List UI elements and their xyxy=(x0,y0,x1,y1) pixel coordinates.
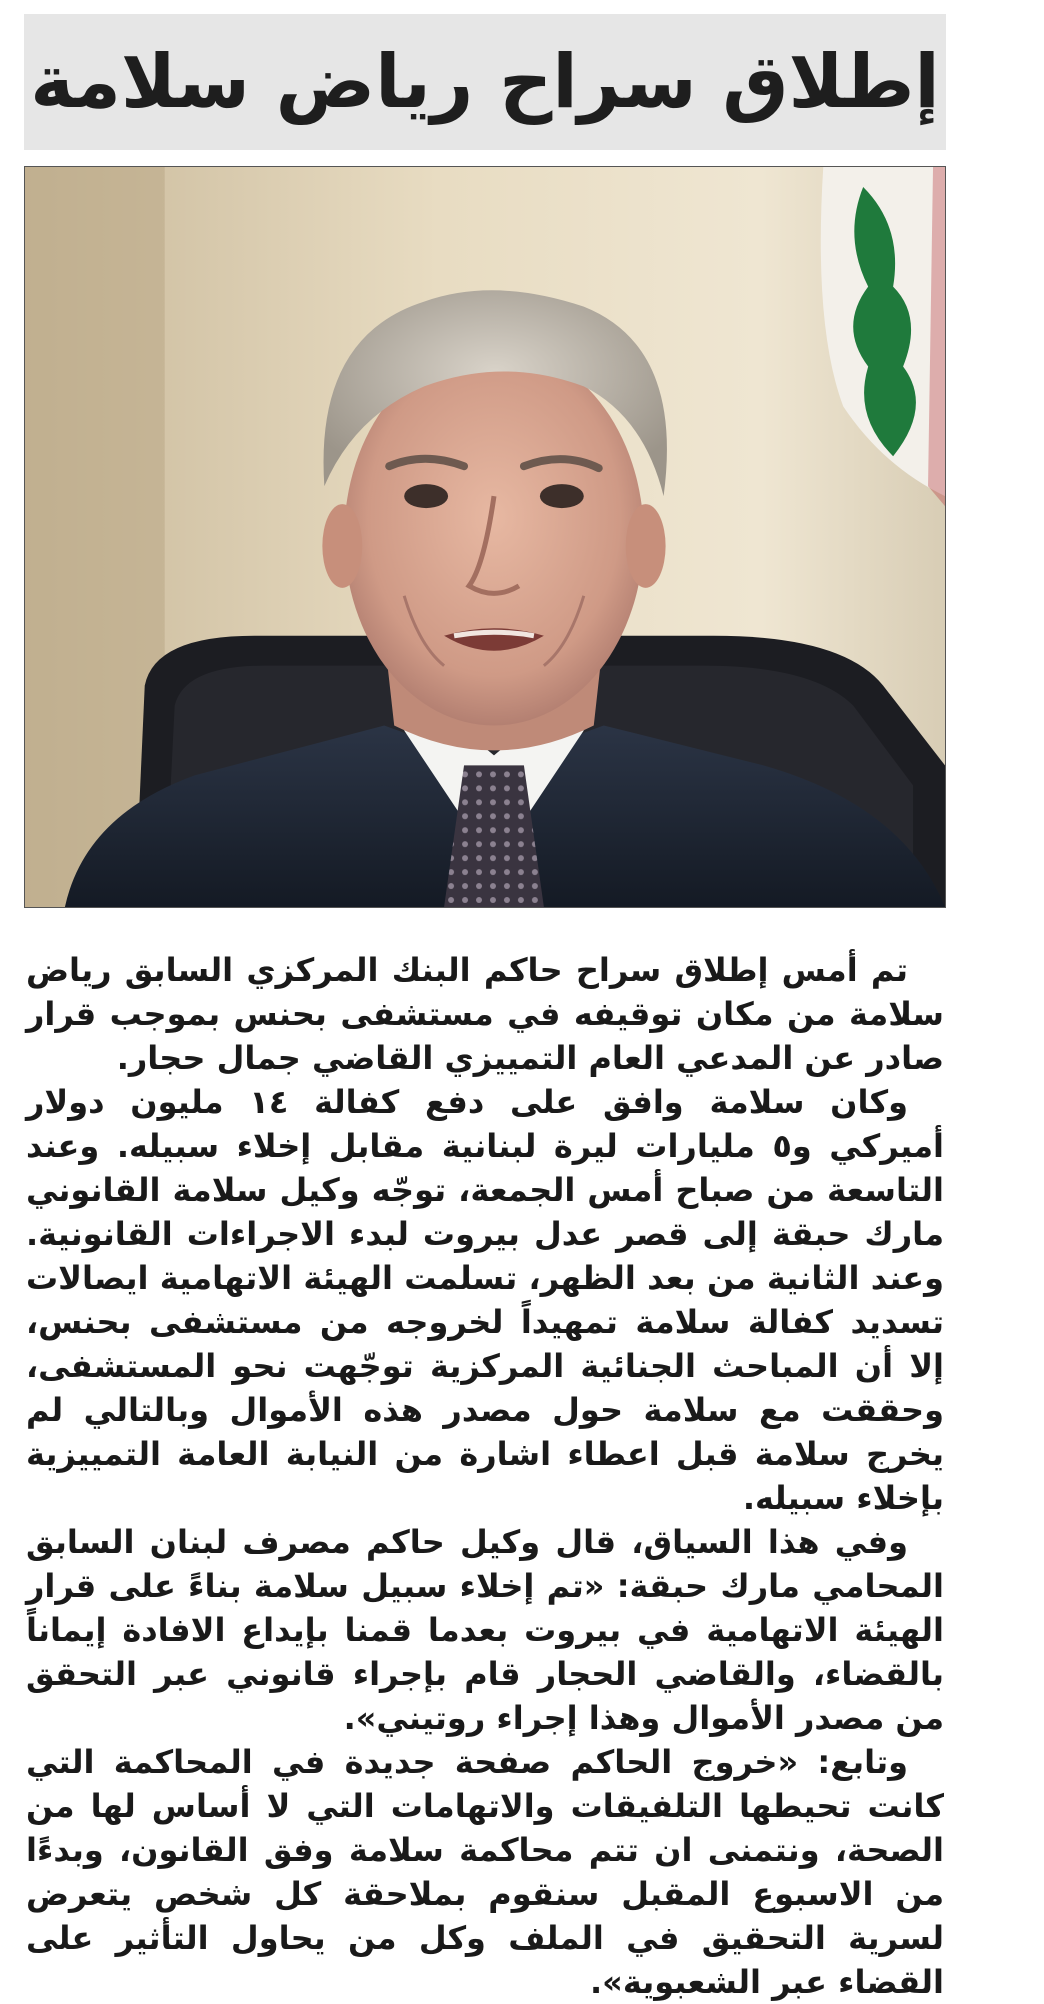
article-paragraph-4: وتابع: «خروج الحاكم صفحة جديدة في المحاكمة التي كانت تحيطها التلفيقات والاتهامات التي لا أساس لها من الصحة، ونتمنى ان تتم محاكمة سلامة وفق القانون، وبدءًا من الاسبوع المقبل سنقوم بملاحقة كل شخص يتعرض لسرية التحقيق في الملف وكل من يحاول التأثير على القضاء عبر الشعبوية». xyxy=(26,1743,944,2001)
article-paragraph-3: وفي هذا السياق، قال وكيل حاكم مصرف لبنان السابق المحامي مارك حبقة: «تم إخلاء سبيل سلامة بناءً على قرار الهيئة الاتهامية في بيروت بعدما قمنا بإيداع الافادة إيماناً بالقضاء، والقاضي الحجار قام بإجراء قانوني عبر التحقق من مصدر الأموال وهذا إجراء روتيني». xyxy=(26,1523,944,1737)
headline-banner xyxy=(24,14,946,150)
article-paragraph-2: وكان سلامة وافق على دفع كفالة ١٤ مليون دولار أميركي و٥ مليارات ليرة لبنانية مقابل إخلاء سبيله. وعند التاسعة من صباح أمس الجمعة، توجّه وكيل سلامة القانوني مارك حبقة إلى قصر عدل بيروت لبدء الاجراءات القانونية. وعند الثانية من بعد الظهر، تسلمت الهيئة الاتهامية ايصالات تسديد كفالة سلامة تمهيداً لخروجه من مستشفى بحنس، إلا أن المباحث الجنائية المركزية توجّهت نحو المستشفى، وحققت مع سلامة حول مصدر هذه الأموال وبالتالي لم يخرج سلامة قبل اعطاء اشارة من النيابة العامة التمييزية بإخلاء سبيله. xyxy=(26,1083,945,1517)
headline: إطلاق سراح رياض سلامة xyxy=(30,39,940,125)
portrait-photo xyxy=(24,166,946,908)
article-paragraph-1: تم أمس إطلاق سراح حاكم البنك المركزي السابق رياض سلامة من مكان توقيفه في مستشفى بحنس بموجب قرار صادر عن المدعي العام التمييزي القاضي جمال حجار. xyxy=(26,951,944,1077)
article-body xyxy=(26,948,945,2001)
